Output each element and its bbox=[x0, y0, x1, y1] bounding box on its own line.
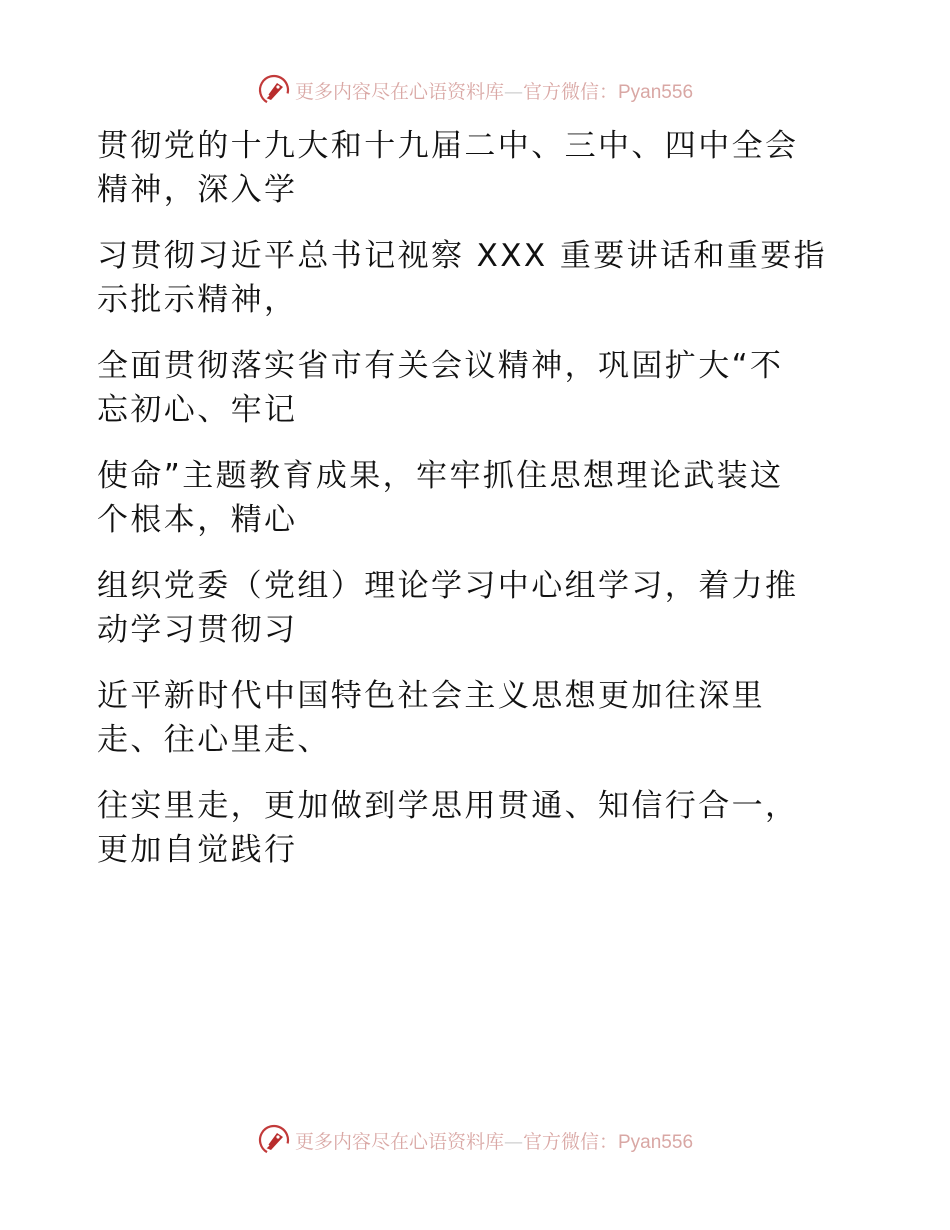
paragraph-line: 更加自觉践行 bbox=[97, 832, 298, 868]
paragraph-line: 往实里走，更加做到学思用贯通、知信行合一， bbox=[97, 788, 799, 824]
paragraph bbox=[97, 344, 857, 432]
paragraph-line: 近平新时代中国特色社会主义思想更加往深里 bbox=[97, 678, 765, 714]
paragraph-line: 个根本，精心 bbox=[97, 502, 298, 538]
document-body bbox=[97, 124, 857, 894]
paragraph-line: 动学习贯彻习 bbox=[97, 612, 298, 648]
paragraph-line: 贯彻党的十九大和十九届二中、三中、四中全会 bbox=[97, 128, 799, 164]
header-watermark-banner bbox=[0, 70, 950, 110]
paragraph bbox=[97, 454, 857, 542]
paragraph-line: 使命”主题教育成果，牢牢抓住思想理论武装这 bbox=[97, 458, 784, 494]
paragraph-line: 走、往心里走、 bbox=[97, 722, 331, 758]
footer-watermark-banner bbox=[0, 1120, 950, 1160]
paragraph-line: 精神，深入学 bbox=[97, 172, 298, 208]
paragraph bbox=[97, 234, 857, 322]
footer-watermark-text: 更多内容尽在心语资料库—官方微信：Pyan556 bbox=[294, 1130, 694, 1153]
paragraph-line: 全面贯彻落实省市有关会议精神，巩固扩大“不 bbox=[97, 348, 784, 384]
paragraph-line: 忘初心、牢记 bbox=[97, 392, 298, 428]
paragraph bbox=[97, 784, 857, 872]
paragraph-line: 示批示精神， bbox=[97, 282, 298, 318]
pen-nib-logo-icon bbox=[257, 1123, 291, 1157]
paragraph bbox=[97, 124, 857, 212]
header-watermark-text: 更多内容尽在心语资料库—官方微信：Pyan556 bbox=[294, 80, 694, 103]
paragraph-line: 组织党委（党组）理论学习中心组学习，着力推 bbox=[97, 568, 799, 604]
paragraph bbox=[97, 674, 857, 762]
paragraph-line: 习贯彻习近平总书记视察 XXX 重要讲话和重要指 bbox=[97, 238, 828, 274]
pen-nib-logo-icon bbox=[257, 73, 291, 107]
paragraph bbox=[97, 564, 857, 652]
